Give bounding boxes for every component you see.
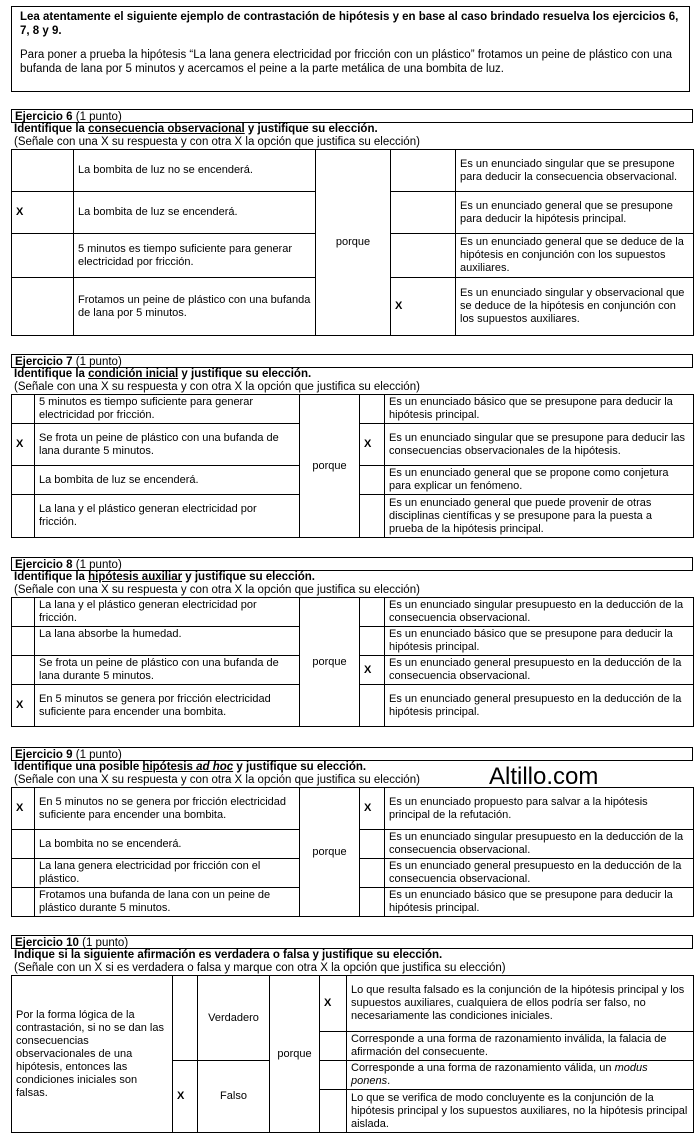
- mark-cell[interactable]: [12, 395, 35, 424]
- justification-text: Es un enunciado general presupuesto en la deducción de la hipótesis principal.: [385, 685, 694, 727]
- mark-cell[interactable]: [12, 466, 35, 495]
- exercise-7-table: [11, 394, 694, 538]
- mark-cell[interactable]: [12, 495, 35, 538]
- option-text: En 5 minutos se genera por fricción electricidad suficiente para encender una bombita.: [35, 685, 300, 727]
- justification-text: Es un enunciado general presupuesto en la deducción de la consecuencia observacional.: [385, 656, 694, 685]
- mark-cell[interactable]: X: [12, 192, 74, 234]
- mark-cell[interactable]: [12, 278, 74, 336]
- mark-cell[interactable]: [360, 830, 385, 859]
- mark-cell[interactable]: X: [173, 1061, 198, 1133]
- exercise-7-header: Ejercicio 7 (1 punto): [11, 354, 693, 368]
- connector-porque: porque: [300, 395, 360, 538]
- justification-text: Lo que resulta falsado es la conjunción de la hipótesis principal y los supuestos auxiliares, cualquiera de ellos podría ser falso, no necesariamente las condiciones iniciales.: [347, 976, 694, 1032]
- mark-cell[interactable]: [360, 888, 385, 917]
- exercise-8-table: [11, 597, 694, 727]
- intro-paragraph: Para poner a prueba la hipótesis “La lana genera electricidad por fricción con un plástico” frotamos un peine de plástico con una bufanda de lana por 5 minutos y acercamos el peine a la parte metálica de una bombita de luz.: [20, 48, 673, 76]
- exercise-8-subinstruction: (Señale con una X su respuesta y con otra X la opción que justifica su elección): [14, 584, 420, 596]
- option-falso: Falso: [198, 1061, 270, 1133]
- mark-cell[interactable]: [360, 859, 385, 888]
- exercise-8: [11, 557, 693, 727]
- mark-cell[interactable]: [320, 1090, 347, 1133]
- justification-text: Es un enunciado general que se propone como conjetura para explicar un fenómeno.: [385, 466, 694, 495]
- option-text: Se frota un peine de plástico con una bufanda de lana durante 5 minutos.: [35, 424, 300, 466]
- justification-text: Es un enunciado propuesto para salvar a la hipótesis principal de la refutación.: [385, 788, 694, 830]
- exercise-10-header: Ejercicio 10 (1 punto): [11, 935, 693, 949]
- mark-cell[interactable]: [173, 976, 198, 1061]
- connector-porque: porque: [300, 788, 360, 917]
- option-text: Se frota un peine de plástico con una bufanda de lana durante 5 minutos.: [35, 656, 300, 685]
- option-text: La lana genera electricidad por fricción con el plástico.: [35, 859, 300, 888]
- mark-cell[interactable]: [12, 627, 35, 656]
- justification-text: Es un enunciado básico que se presupone para deducir la hipótesis principal.: [385, 395, 694, 424]
- mark-cell[interactable]: [12, 150, 74, 192]
- option-text: La bombita de luz se encenderá.: [74, 192, 316, 234]
- option-text: La lana absorbe la humedad.: [35, 627, 300, 656]
- intro-box: [11, 6, 690, 92]
- exercise-6-header: Ejercicio 6 (1 punto): [11, 109, 693, 123]
- exercise-9: [11, 747, 693, 917]
- justification-text: Es un enunciado general presupuesto en la deducción de la consecuencia observacional.: [385, 859, 694, 888]
- justification-text: Es un enunciado básico que se presupone para deducir la hipótesis principal.: [385, 888, 694, 917]
- mark-cell[interactable]: [12, 888, 35, 917]
- exercise-6-subinstruction: (Señale con una X su respuesta y con otra X la opción que justifica su elección): [14, 136, 420, 148]
- mark-cell[interactable]: [360, 627, 385, 656]
- mark-cell[interactable]: [12, 598, 35, 627]
- intro-lead: Lea atentamente el siguiente ejemplo de contrastación de hipótesis y en base al caso brindado resuelva los ejercicios 6, 7, 8 y 9.: [20, 11, 679, 38]
- altillo-logo: Altillo.com: [489, 763, 599, 790]
- exercise-10-table: [11, 975, 694, 1133]
- exercise-7-subinstruction: (Señale con una X su respuesta y con otra X la opción que justifica su elección): [14, 381, 420, 393]
- mark-cell[interactable]: X: [12, 424, 35, 466]
- justification-text: Corresponde a una forma de razonamiento válida, un modus ponens.: [347, 1061, 694, 1090]
- exercise-7: [11, 354, 693, 538]
- mark-cell[interactable]: [360, 598, 385, 627]
- exercise-9-table: [11, 787, 694, 917]
- connector-porque: porque: [300, 598, 360, 727]
- exercise-8-header: Ejercicio 8 (1 punto): [11, 557, 693, 571]
- mark-cell[interactable]: X: [360, 788, 385, 830]
- justification-text: Es un enunciado general que se presupone para deducir la hipótesis principal.: [456, 192, 694, 234]
- mark-cell[interactable]: [360, 395, 385, 424]
- option-text: Frotamos un peine de plástico con una bufanda de lana por 5 minutos.: [74, 278, 316, 336]
- justification-text: Es un enunciado general que puede provenir de otras disciplinas científicas y se presupone para la puesta a prueba de la hipótesis principal.: [385, 495, 694, 538]
- justification-text: Es un enunciado singular presupuesto en la deducción de la consecuencia observacional.: [385, 598, 694, 627]
- justification-text: Es un enunciado básico que se presupone para deducir la hipótesis principal.: [385, 627, 694, 656]
- justification-text: Corresponde a una forma de razonamiento inválida, la falacia de afirmación del consecuente.: [347, 1032, 694, 1061]
- justification-text: Es un enunciado general que se deduce de la hipótesis en conjunción con los supuestos auxiliares.: [456, 234, 694, 278]
- option-verdadero: Verdadero: [198, 976, 270, 1061]
- exercise-10: [11, 935, 693, 1133]
- exercise-10-instruction: Indique si la siguiente afirmación es verdadera o falsa y justifique su elección.: [14, 949, 443, 961]
- exercise-8-instruction: Identifique la hipótesis auxiliar y justifique su elección.: [14, 571, 316, 583]
- statement-text: Por la forma lógica de la contrastación, si no se dan las consecuencias observacionales de una hipótesis, entonces las condiciones iniciales son falsas.: [12, 976, 173, 1133]
- mark-cell[interactable]: X: [360, 424, 385, 466]
- option-text: La bombita de luz no se encenderá.: [74, 150, 316, 192]
- justification-text: Lo que se verifica de modo concluyente es la conjunción de la hipótesis principal y los supuestos auxiliares, no la hipótesis principal aislada.: [347, 1090, 694, 1133]
- mark-cell[interactable]: X: [391, 278, 456, 336]
- option-text: 5 minutos es tiempo suficiente para generar electricidad por fricción.: [74, 234, 316, 278]
- mark-cell[interactable]: [12, 656, 35, 685]
- exercise-7-instruction: Identifique la condición inicial y justifique su elección.: [14, 368, 312, 380]
- exercise-9-instruction: Identifique una posible hipótesis ad hoc y justifique su elección.: [14, 761, 367, 773]
- mark-cell[interactable]: [391, 234, 456, 278]
- option-text: La lana y el plástico generan electricidad por fricción.: [35, 598, 300, 627]
- mark-cell[interactable]: [360, 466, 385, 495]
- mark-cell[interactable]: X: [360, 656, 385, 685]
- option-text: Frotamos una bufanda de lana con un peine de plástico durante 5 minutos.: [35, 888, 300, 917]
- mark-cell[interactable]: [360, 495, 385, 538]
- option-text: La bombita no se encenderá.: [35, 830, 300, 859]
- mark-cell[interactable]: [320, 1032, 347, 1061]
- option-text: 5 minutos es tiempo suficiente para generar electricidad por fricción.: [35, 395, 300, 424]
- justification-text: Es un enunciado singular que se presupone para deducir la consecuencia observacional.: [456, 150, 694, 192]
- exercise-6: [11, 109, 693, 336]
- option-text: La bombita de luz se encenderá.: [35, 466, 300, 495]
- justification-text: Es un enunciado singular que se presupone para deducir las consecuencias observacionales de la hipótesis.: [385, 424, 694, 466]
- exercise-10-subinstruction: (Señale con un X si es verdadera o falsa y marque con otra X la opción que justifica su elección): [14, 962, 506, 974]
- exercise-9-header: Ejercicio 9 (1 punto): [11, 747, 693, 761]
- exercise-6-table: [11, 149, 694, 336]
- justification-text: Es un enunciado singular presupuesto en la deducción de la consecuencia observacional.: [385, 830, 694, 859]
- mark-cell[interactable]: [391, 192, 456, 234]
- mark-cell[interactable]: [320, 1061, 347, 1090]
- option-text: La lana y el plástico generan electricidad por fricción.: [35, 495, 300, 538]
- exercise-6-instruction: Identifique la consecuencia observacional y justifique su elección.: [14, 123, 378, 135]
- connector-porque: porque: [270, 976, 320, 1133]
- mark-cell[interactable]: X: [320, 976, 347, 1032]
- mark-cell[interactable]: X: [12, 685, 35, 727]
- mark-cell[interactable]: [12, 830, 35, 859]
- mark-cell[interactable]: [12, 234, 74, 278]
- exercise-9-subinstruction: (Señale con una X su respuesta y con otra X la opción que justifica su elección): [14, 774, 420, 786]
- mark-cell[interactable]: [360, 685, 385, 727]
- mark-cell[interactable]: [391, 150, 456, 192]
- option-text: En 5 minutos no se genera por fricción electricidad suficiente para encender una bombita.: [35, 788, 300, 830]
- connector-porque: porque: [316, 150, 391, 336]
- mark-cell[interactable]: X: [12, 788, 35, 830]
- justification-text: Es un enunciado singular y observacional que se deduce de la hipótesis en conjunción con los supuestos auxiliares.: [456, 278, 694, 336]
- mark-cell[interactable]: [12, 859, 35, 888]
